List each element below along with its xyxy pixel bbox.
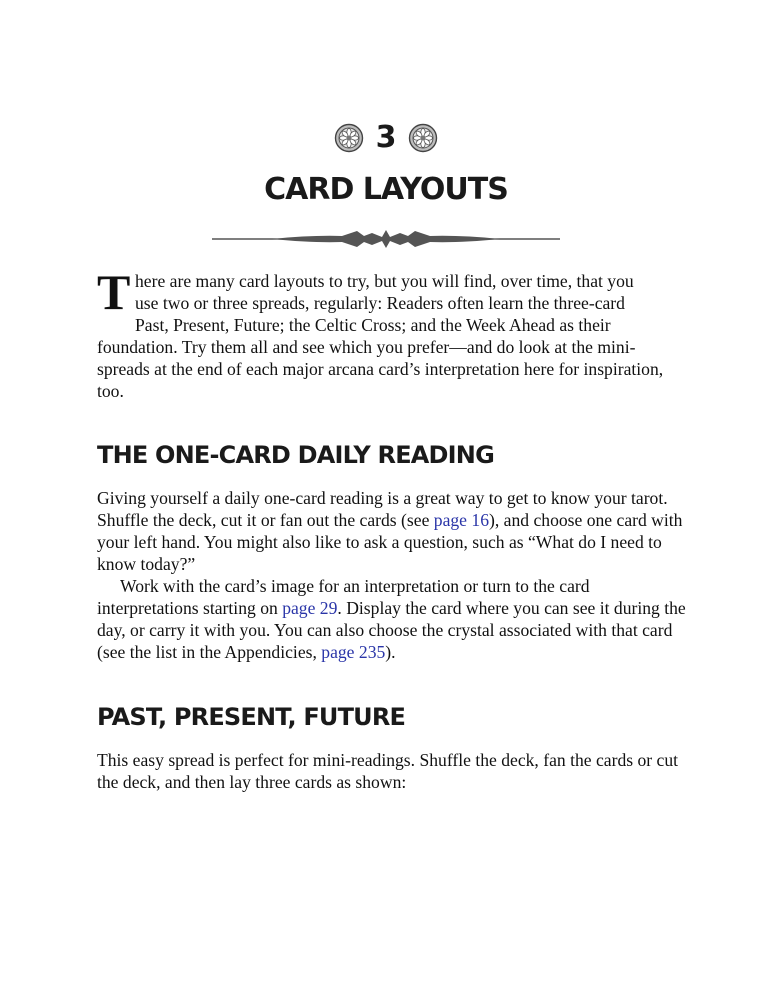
rosette-ornament-icon [408, 123, 438, 153]
section-heading-past-present-future: PAST, PRESENT, FUTURE [97, 703, 406, 731]
intro-line-2: use two or three spreads, regularly: Readers often learn the three-card [135, 293, 625, 313]
chapter-number-row [0, 118, 772, 158]
section-heading-one-card: THE ONE-CARD DAILY READING [97, 441, 494, 469]
intro-rest: foundation. Try them all and see which you prefer—and do look at the mini-spreads at the end of each major arcana card’s interpretation here for inspiration, too. [97, 337, 664, 401]
one-card-p2-text-b: . Display the card where you can see it during the day, or carry it with you. You can also choose the crystal associated with that card (see the list in the Appendicies, [97, 598, 686, 662]
one-card-p2-text-a: Work with the card’s image for an interpretation or turn to the card interpretations starting on [97, 576, 590, 618]
one-card-p1-text-b: ), and choose one card with your left hand. You might also like to ask a question, such as “What do I need to know today?” [97, 510, 683, 574]
rosette-ornament-icon [334, 123, 364, 153]
page-235-link[interactable]: page 235 [321, 642, 386, 662]
one-card-p1-text-a: Giving yourself a daily one-card reading is a great way to get to know your tarot. Shuffle the deck, cut it or fan out the cards (see [97, 488, 668, 530]
one-card-p2-text-c: ). [385, 642, 396, 662]
intro-line-3: Past, Present, Future; the Celtic Cross; and the Week Ahead as their [135, 315, 611, 335]
intro-first-lines [135, 270, 634, 314]
page-16-link[interactable]: page 16 [433, 510, 489, 530]
chapter-title: CARD LAYOUTS [264, 172, 508, 207]
one-card-paragraph-2 [97, 575, 687, 663]
divider-ornament [212, 228, 560, 250]
intro-dropcap-block [97, 264, 687, 320]
one-card-body [97, 487, 687, 663]
ppf-paragraph-1: This easy spread is perfect for mini-readings. Shuffle the deck, fan the cards or cut the deck, and then lay three cards as shown: [97, 750, 679, 792]
past-present-future-body [97, 749, 687, 793]
page-29-link[interactable]: page 29 [282, 598, 338, 618]
chapter-number: 3 [375, 120, 397, 155]
intro-paragraph [97, 264, 687, 402]
intro-line-1: here are many card layouts to try, but you will find, over time, that you [135, 271, 634, 291]
one-card-paragraph-1 [97, 487, 687, 575]
drop-cap: T [97, 264, 131, 320]
